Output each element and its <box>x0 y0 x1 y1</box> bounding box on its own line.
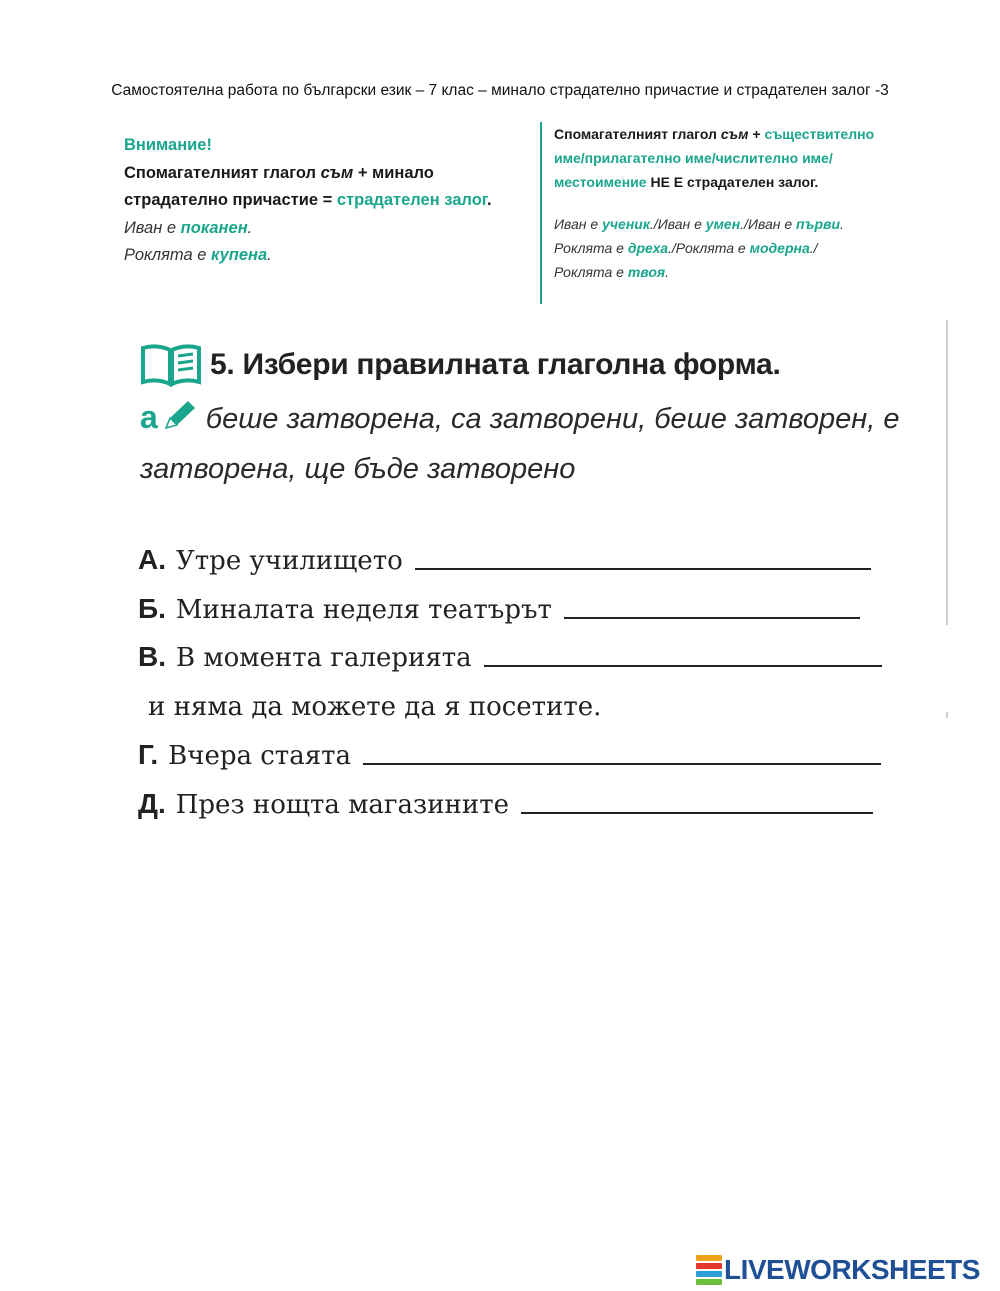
pencil-icon <box>162 398 198 432</box>
task-options <box>140 392 920 494</box>
subtask-marker: а <box>140 399 158 435</box>
note-box <box>540 122 894 304</box>
question-c-continuation: и няма да можете да я посетите. <box>148 692 602 722</box>
attention-title: Внимание! <box>124 136 212 154</box>
attention-example-2: Роклята е купена. <box>124 246 272 264</box>
answer-blank-a[interactable] <box>415 567 871 570</box>
attention-box <box>124 132 524 270</box>
attention-rule: Спомагателният глагол съм + минало страдателно причастие = страдателен залог. <box>124 163 492 209</box>
question-a: А. Утре училището <box>138 544 871 576</box>
options-text: беше затворена, са затворени, беше затворен, е затворена, ще бъде затворено <box>140 403 900 485</box>
question-e: Д. През нощта магазините <box>138 788 873 820</box>
answer-blank-b[interactable] <box>564 616 860 619</box>
answer-blank-c[interactable] <box>484 664 882 667</box>
book-icon <box>140 342 202 388</box>
attention-example-1: Иван е поканен. <box>124 218 253 237</box>
page-edge-mark <box>946 712 948 718</box>
question-b: Б. Миналата неделя театърът <box>138 593 860 625</box>
logo-text: LIVEWORKSHEETS <box>724 1254 980 1285</box>
page-edge-line <box>946 320 948 625</box>
task-heading <box>140 340 780 390</box>
note-examples: Иван е ученик./Иван е умен./Иван е първи. Роклята е дреха./Роклята е модерна./ Роклята е твоя. <box>554 216 844 280</box>
page-header: Самостоятелна работа по български език – 7 клас – минало страдателно причастие и страдателен залог -3 <box>111 82 889 99</box>
answer-blank-d[interactable] <box>363 762 881 765</box>
question-d: Г. Вчера стаята <box>138 739 881 771</box>
note-rule: Спомагателният глагол съм + съществително име/прилагателно име/числително име/местоимение НЕ Е страдателен залог. <box>554 126 875 190</box>
answer-blank-e[interactable] <box>521 811 873 814</box>
liveworksheets-logo <box>696 1254 980 1286</box>
question-c: В. В момента галерията <box>138 641 882 673</box>
task-title: 5. Избери правилната глаголна форма. <box>210 348 781 381</box>
logo-icon <box>696 1255 722 1285</box>
